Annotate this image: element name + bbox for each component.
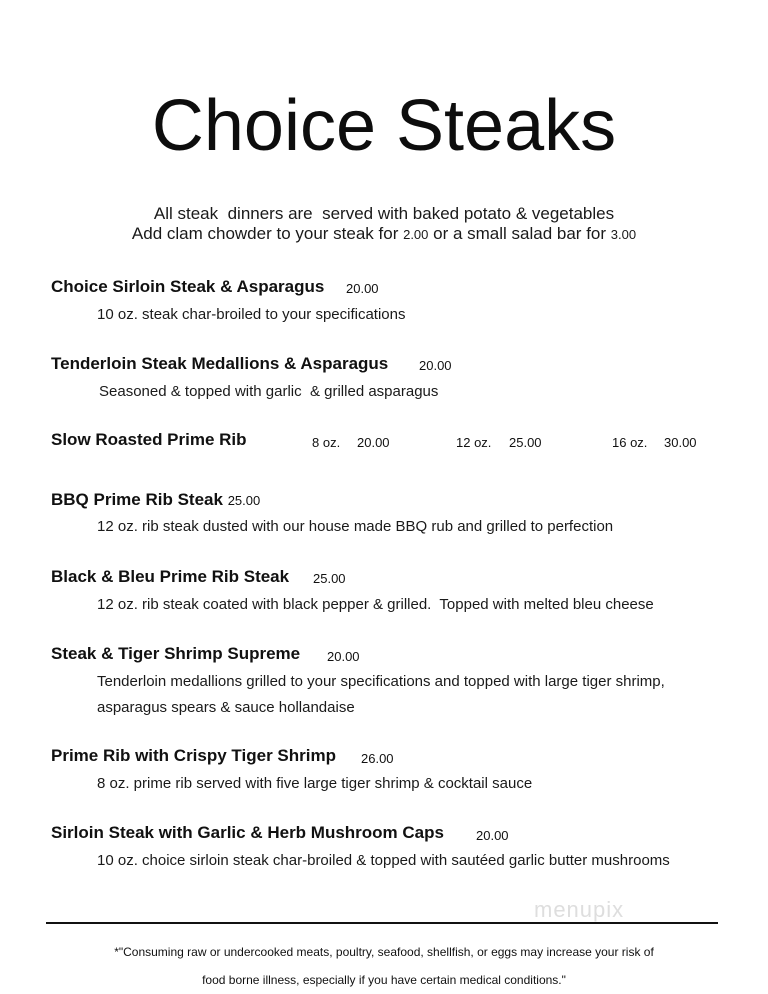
item-price: 20.00: [327, 649, 360, 664]
item-description: 12 oz. rib steak coated with black pepper & grilled. Topped with melted bleu cheese: [97, 596, 654, 613]
intro-line-1: All steak dinners are served with baked potato & vegetables: [153, 204, 615, 223]
intro-line-2-text-b: or a small salad bar for: [428, 224, 611, 243]
item-name: Black & Bleu Prime Rib Steak: [51, 567, 290, 586]
size-label: 16 oz.: [612, 435, 648, 450]
size-price: 30.00: [664, 435, 697, 450]
intro-text: [0, 204, 768, 245]
footnote-line-2: food borne illness, especially if you have certain medical conditions.": [202, 973, 566, 987]
item-price: 25.00: [313, 571, 346, 586]
item-price: 20.00: [419, 358, 452, 373]
item-description: Seasoned & topped with garlic & grilled asparagus: [99, 383, 439, 400]
item-name: Sirloin Steak with Garlic & Herb Mushroom Caps: [51, 823, 444, 842]
item-price: 20.00: [476, 828, 509, 843]
item-name: Steak & Tiger Shrimp Supreme: [51, 644, 301, 663]
clam-chowder-price: 2.00: [403, 227, 429, 242]
item-description: asparagus spears & sauce hollandaise: [97, 699, 355, 716]
item-price: 26.00: [361, 751, 394, 766]
item-name: Prime Rib with Crispy Tiger Shrimp: [51, 746, 336, 765]
intro-line-2: [0, 224, 768, 245]
item-price: 25.00: [227, 493, 261, 508]
item-price: 20.00: [346, 281, 379, 296]
size-label: 8 oz.: [312, 435, 341, 450]
salad-bar-price: 3.00: [610, 227, 637, 242]
size-price: 20.00: [357, 435, 390, 450]
size-price: 25.00: [509, 435, 542, 450]
item-name: Slow Roasted Prime Rib: [51, 430, 247, 449]
item-description: Tenderloin medallions grilled to your specifications and topped with large tiger shrimp,: [97, 673, 665, 690]
divider: [46, 922, 718, 924]
size-label: 12 oz.: [456, 435, 492, 450]
item-description: 8 oz. prime rib served with five large tiger shrimp & cocktail sauce: [97, 775, 533, 792]
menu-title: Choice Steaks: [151, 86, 617, 166]
intro-line-2-text-a: Add clam chowder to your steak for: [131, 224, 404, 243]
item-description: 12 oz. rib steak dusted with our house made BBQ rub and grilled to perfection: [97, 518, 614, 535]
item-description: 10 oz. choice sirloin steak char-broiled & topped with sautéed garlic butter mushrooms: [97, 852, 670, 869]
item-name: Tenderloin Steak Medallions & Asparagus: [51, 354, 389, 373]
footnote-line-1: *"Consuming raw or undercooked meats, poultry, seafood, shellfish, or eggs may increase your risk of: [114, 945, 654, 959]
item-name: Choice Sirloin Steak & Asparagus: [51, 277, 325, 296]
item-description: 10 oz. steak char-broiled to your specifications: [97, 306, 406, 323]
item-name: [51, 490, 260, 510]
watermark-logo: menupix: [534, 897, 625, 922]
item-name-text: BBQ Prime Rib Steak: [51, 490, 223, 509]
